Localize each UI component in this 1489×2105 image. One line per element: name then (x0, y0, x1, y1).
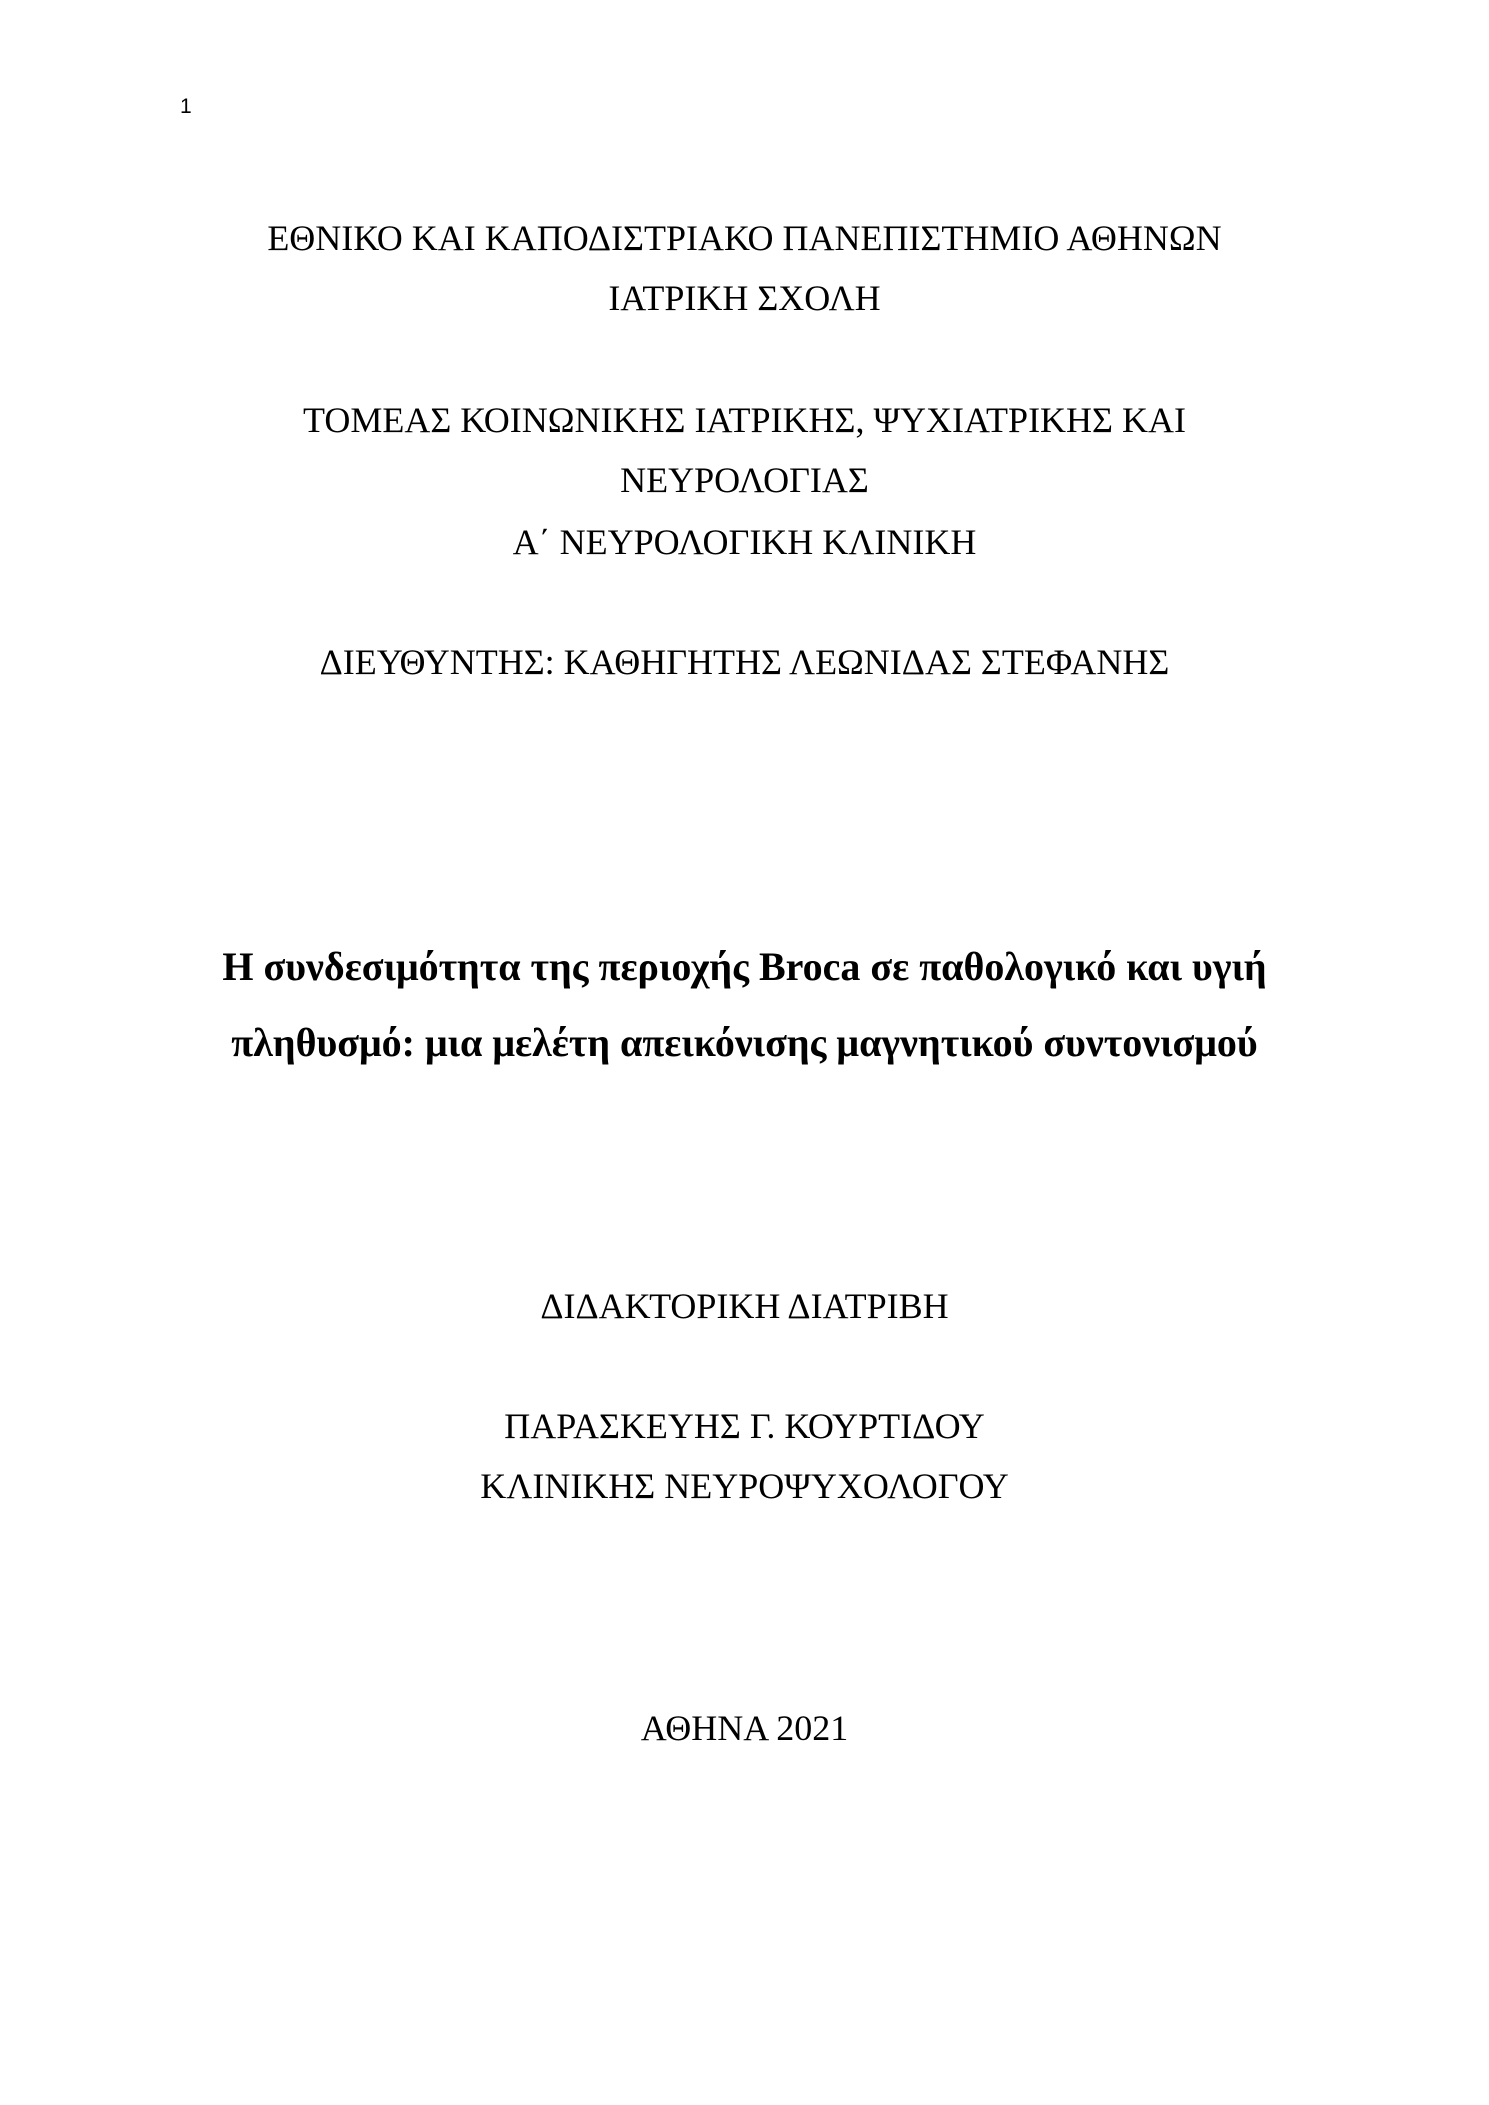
school-name: ΙΑΤΡΙΚΗ ΣΧΟΛΗ (608, 278, 881, 318)
thesis-title-line-2: πληθυσμό: μια μελέτη απεικόνισης μαγνητικού συντονισμού (231, 1020, 1258, 1065)
clinic-name: Α΄ ΝΕΥΡΟΛΟΓΙΚΗ ΚΛΙΝΙΚΗ (512, 522, 977, 562)
page-number: 1 (180, 95, 192, 118)
department-line-1: ΤΟΜΕΑΣ ΚΟΙΝΩΝΙΚΗΣ ΙΑΤΡΙΚΗΣ, ΨΥΧΙΑΤΡΙΚΗΣ ΚΑΙ (303, 400, 1186, 440)
author-name: ΠΑΡΑΣΚΕΥΗΣ Γ. ΚΟΥΡΤΙΔΟΥ (504, 1406, 985, 1446)
director-line: ΔΙΕΥΘΥΝΤΗΣ: ΚΑΘΗΓΗΤΗΣ ΛΕΩΝΙΔΑΣ ΣΤΕΦΑΝΗΣ (319, 642, 1170, 682)
document-type: ΔΙΔΑΚΤΟΡΙΚΗ ΔΙΑΤΡΙΒΗ (540, 1286, 949, 1326)
thesis-title-line-1: Η συνδεσιμότητα της περιοχής Broca σε παθολογικό και υγιή (222, 944, 1267, 989)
department-line-2: ΝΕΥΡΟΛΟΓΙΑΣ (620, 460, 869, 500)
place-year: ΑΘΗΝΑ 2021 (640, 1708, 849, 1748)
author-role: ΚΛΙΝΙΚΗΣ ΝΕΥΡΟΨΥΧΟΛΟΓΟΥ (480, 1466, 1009, 1506)
university-name: ΕΘΝΙΚΟ ΚΑΙ ΚΑΠΟΔΙΣΤΡΙΑΚΟ ΠΑΝΕΠΙΣΤΗΜΙΟ ΑΘΗΝΩΝ (267, 218, 1222, 258)
